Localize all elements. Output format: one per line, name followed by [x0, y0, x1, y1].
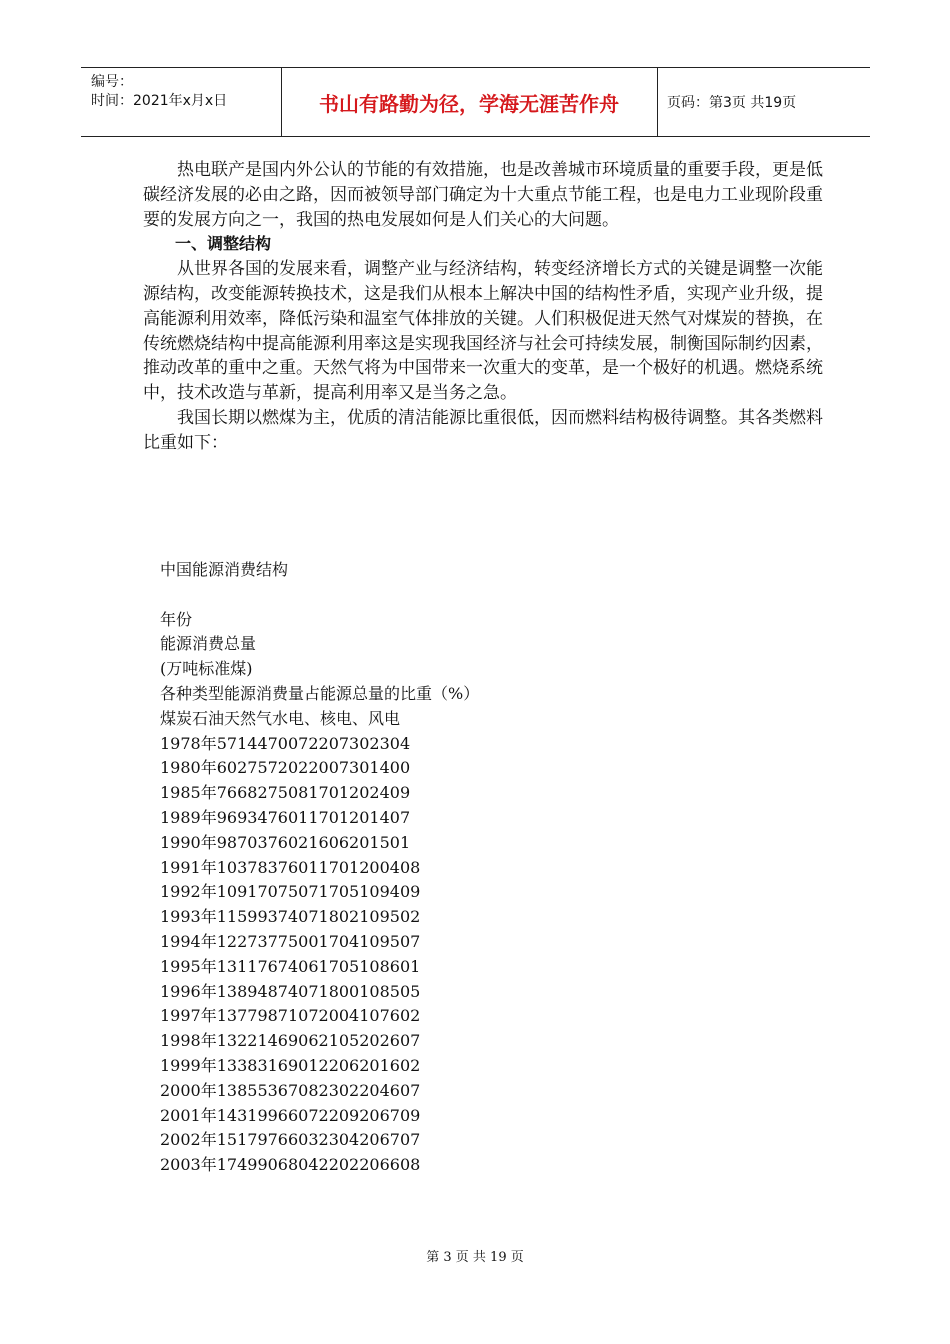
header-motto: 书山有路勤为径，学海无涯苦作舟	[281, 68, 658, 136]
table-row: 1993年11599374071802109502	[160, 907, 421, 927]
table-row: 2001年14319966072209206709	[160, 1105, 421, 1125]
document-body	[143, 158, 823, 456]
table-row: 1989年9693476011701201407	[160, 807, 411, 827]
table-header: 年份	[160, 609, 193, 629]
energy-table	[160, 558, 760, 1178]
table-row: 1997年13779871072004107602	[160, 1006, 421, 1026]
table-row: 1992年10917075071705109409	[160, 882, 421, 902]
table-header: 煤炭石油天然气水电、核电、风电	[160, 708, 401, 728]
paragraph-structure: 从世界各国的发展来看，调整产业与经济结构，转变经济增长方式的关键是调整一次能源结构，改变能源转换技术，这是我们从根本上解决中国的结构性矛盾，实现产业升级，提高能源利用效率，降低污染和温室气体排放的关键。人们积极促进天然气对煤炭的替换，在传统燃烧结构中提高能源利用率这是实现我国经济与社会可持续发展，制衡国际制约因素，推动改革的重中之重。天然气将为中国带来一次重大的变革，是一个极好的机遇。燃烧系统中，技术改造与革新，提高利用率又是当务之急。	[143, 259, 823, 404]
page-header	[81, 67, 870, 137]
table-title: 中国能源消费结构	[160, 560, 289, 579]
table-row: 1999年13383169012206201602	[160, 1055, 421, 1075]
paragraph-fuel: 我国长期以燃煤为主，优质的清洁能源比重很低，因而燃料结构极待调整。其各类燃料比重如下：	[143, 407, 823, 453]
table-row: 1991年10378376011701200408	[160, 857, 421, 877]
table-row: 2000年13855367082302204607	[160, 1080, 421, 1100]
table-header: 各种类型能源消费量占能源总量的比重（%）	[160, 683, 480, 703]
table-row: 1996年13894874071800108505	[160, 981, 421, 1001]
table-row: 1995年13117674061705108601	[160, 956, 421, 976]
header-meta	[81, 68, 282, 136]
header-number-label: 编号：	[91, 74, 133, 90]
table-row: 1998年13221469062105202607	[160, 1031, 421, 1051]
page-footer: 第 3 页 共 19 页	[426, 1250, 524, 1265]
table-row: 1978年5714470072207302304	[160, 733, 411, 753]
table-row: 1994年12273775001704109507	[160, 931, 421, 951]
table-row: 1980年6027572022007301400	[160, 758, 411, 778]
table-row: 2003年17499068042202206608	[160, 1155, 421, 1175]
table-header: (万吨标准煤)	[160, 659, 253, 679]
header-page-info: 页码：第3页 共19页	[667, 95, 797, 111]
table-row: 1985年7668275081701202409	[160, 783, 411, 803]
paragraph-intro: 热电联产是国内外公认的节能的有效措施，也是改善城市环境质量的重要手段，更是低碳经济发展的必由之路，因而被领导部门确定为十大重点节能工程，也是电力工业现阶段重要的发展方向之一，我国的热电发展如何是人们关心的大问题。	[143, 160, 823, 230]
section-heading: 一、调整结构	[175, 234, 272, 254]
table-row: 1990年9870376021606201501	[160, 832, 411, 852]
header-time-label: 时间：2021年x月x日	[91, 93, 228, 109]
table-row: 2002年15179766032304206707	[160, 1130, 421, 1150]
table-header: 能源消费总量	[160, 634, 257, 654]
